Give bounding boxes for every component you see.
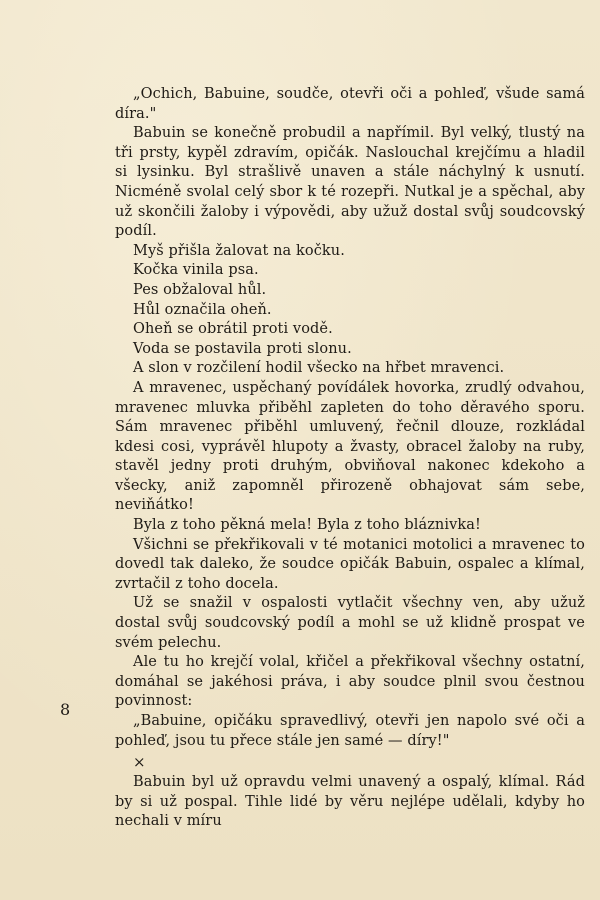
paragraph: Hůl označila oheň. bbox=[133, 301, 272, 318]
paragraph: Už se snažil v ospalosti vytlačit všechny ven, aby užuž dostal svůj soudcovský podíl a mohl se už klidně prospat ve svém pelechu. bbox=[115, 595, 585, 651]
closing-paragraph: Babuin byl už opravdu velmi unavený a ospalý, klímal. Rád by si už pospal. Tihle lidé by věru nejlépe udělali, kdyby ho nechali v míru bbox=[115, 774, 585, 830]
paragraph: Ale tu ho krejčí volal, křičel a překřikoval všechny ostatní, domáhal se jakéhosi práva, i aby soudce plnil svou čestnou povinnost: bbox=[115, 654, 585, 710]
paragraph: Pes obžaloval hůl. bbox=[133, 281, 267, 298]
paragraph: Oheň se obrátil proti vodě. bbox=[133, 321, 333, 338]
paragraph: A mravenec, uspěchaný povídálek hovorka, zrudlý odvahou, mravenec mluvka přiběhl zapleten do toho děravého sporu. Sám mravenec přiběhl umluvený, řečnil dlouze, rozkládal kdesi cosi, vyprávěl hlupoty a žvasty, obracel žaloby na ruby, stavěl jedny proti druhým, obviňoval nakonec kdekoho a všecky, aniž zapomněl přirozeně obhajovat sám sebe, neviňátko! bbox=[115, 379, 585, 514]
paragraph: Myš přišla žalovat na kočku. bbox=[133, 242, 345, 259]
paragraph: Všichni se překřikovali v té motanici motolici a mravenec to dovedl tak daleko, že soudce opičák Babuin, ospalec a klímal, zvrtačil z toho docela. bbox=[115, 536, 585, 592]
paragraph: Kočka vinila psa. bbox=[133, 262, 259, 279]
body-text bbox=[115, 85, 585, 832]
paragraph: „Babuine, opičáku spravedlivý, otevři jen napolo své oči a pohleď, jsou tu přece stále jen samé — díry!" bbox=[115, 713, 585, 749]
paragraph: „Ochich, Babuine, soudče, otevři oči a pohleď, všude samá díra." bbox=[115, 86, 585, 122]
paragraph: Byla z toho pěkná mela! Byla z toho bláznivka! bbox=[133, 517, 481, 534]
paragraph: A slon v rozčilení hodil všecko na hřbet mravenci. bbox=[133, 360, 505, 377]
paragraph: Voda se postavila proti slonu. bbox=[133, 340, 352, 357]
page-number: 8 bbox=[60, 700, 71, 719]
paragraph: Babuin se konečně probudil a napřímil. Byl velký, tlustý na tři prsty, kypěl zdravím, opičák. Naslouchal krejčímu a hladil si lysinku. Byl strašlivě unaven a stále náchylný k usnutí. Nicméně svolal celý sbor k té rozepři. Nutkal je a spěchal, aby už skončili žaloby i výpovědi, aby užuž dostal svůj soudcovský podíl. bbox=[115, 125, 585, 240]
section-separator: × bbox=[133, 753, 146, 772]
